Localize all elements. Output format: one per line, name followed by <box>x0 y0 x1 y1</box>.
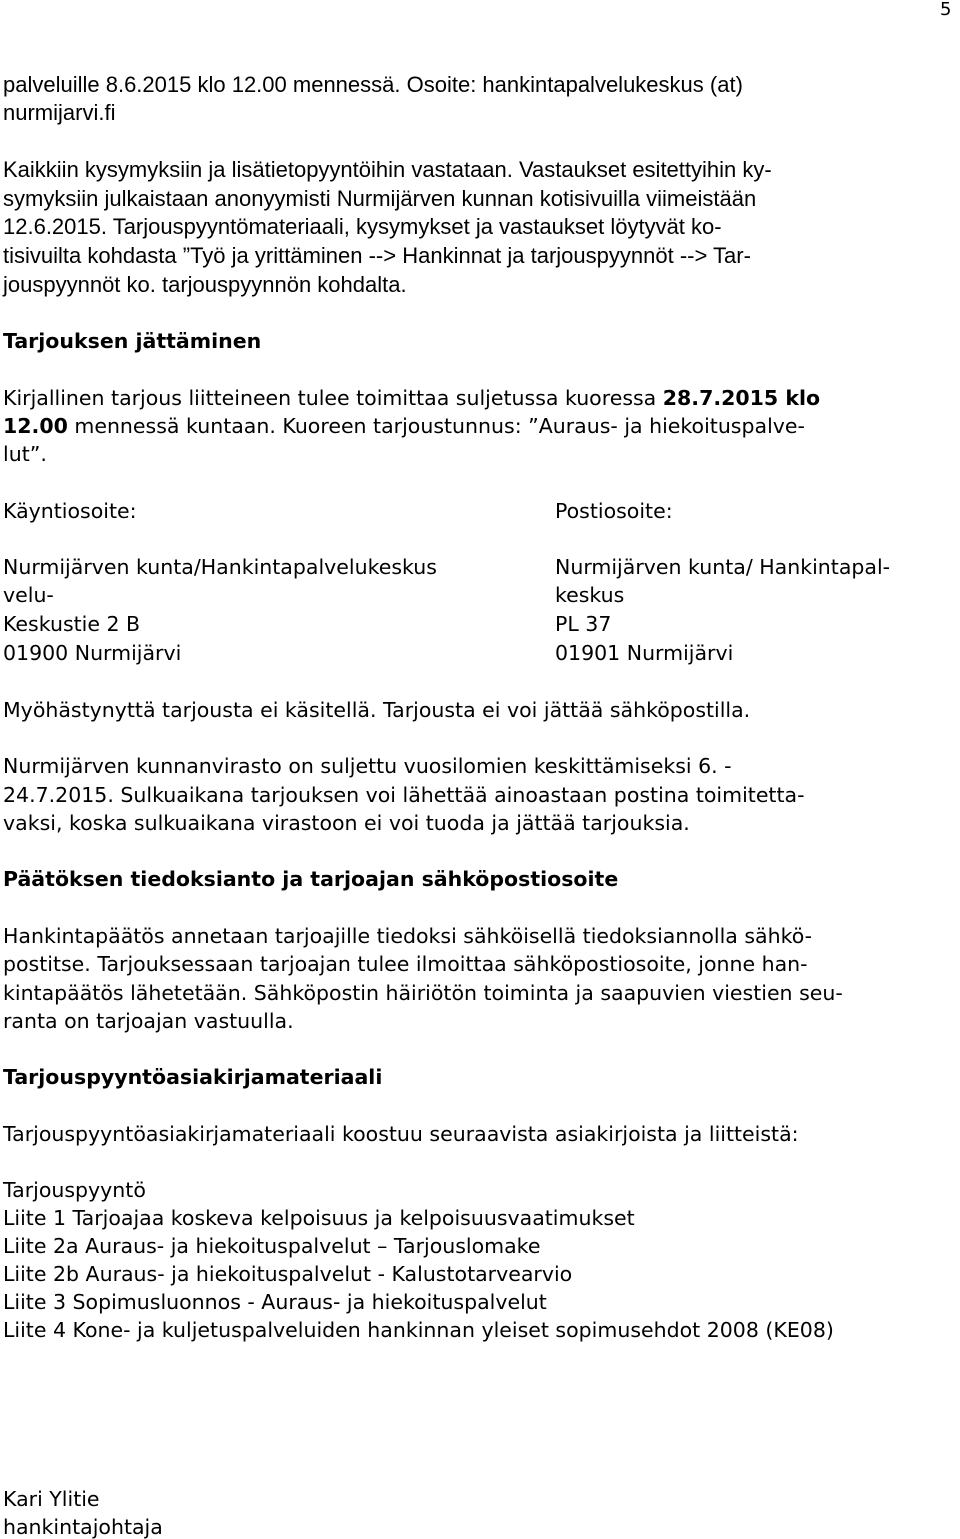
decision-line-1: Hankintapäätös annetaan tarjoajille tiedoksi sähköisellä tiedoksiannolla sähkö- <box>3 924 813 948</box>
submit-line-1 <box>3 388 820 409</box>
submit-deadline-time: 12.00 <box>3 414 68 438</box>
submit-line-2-text: mennessä kuntaan. Kuoreen tarjoustunnus: ”Auraus- ja hiekoituspalve- <box>67 414 805 438</box>
signer-title: hankintajohtaja <box>3 1515 163 1539</box>
para1-line-1: palveluille 8.6.2015 klo 12.00 mennessä. Osoite: hankintapalvelukeskus (at) <box>3 72 743 97</box>
late-note: Myöhästynyttä tarjousta ei käsitellä. Tarjousta ei voi jättää sähköpostilla. <box>3 698 751 722</box>
post-address-line-2: keskus <box>555 583 625 607</box>
post-address-label: Postiosoite: <box>555 499 673 523</box>
para2-line-5: jouspyynnöt ko. tarjouspyynnön kohdalta. <box>3 272 407 297</box>
closure-line-1: Nurmijärven kunnanvirasto on suljettu vuosilomien keskittämiseksi 6. - <box>3 754 732 778</box>
decision-line-4: ranta on tarjoajan vastuulla. <box>3 1009 294 1033</box>
docs-intro: Tarjouspyyntöasiakirjamateriaali koostuu seuraavista asiakirjoista ja liitteistä: <box>3 1122 799 1146</box>
visit-address-line-2: velu- <box>3 583 54 607</box>
closure-line-3: vaksi, koska sulkuaikana virastoon ei voi tuoda ja jättää tarjouksia. <box>3 811 690 835</box>
visit-address-label: Käyntiosoite: <box>3 499 137 523</box>
heading-paatoksen-tiedoksianto: Päätöksen tiedoksianto ja tarjoajan sähköpostiosoite <box>3 867 619 891</box>
heading-asiakirjamateriaali: Tarjouspyyntöasiakirjamateriaali <box>3 1065 383 1089</box>
docs-list-item: Liite 3 Sopimusluonnos - Auraus- ja hiekoituspalvelut <box>3 1290 547 1314</box>
post-address-line-1: Nurmijärven kunta/ Hankintapal- <box>555 555 891 579</box>
para2-line-4: tisivuilta kohdasta ”Työ ja yrittäminen --> Hankinnat ja tarjouspyynnöt --> Tar- <box>3 243 751 268</box>
docs-list-item: Liite 2a Auraus- ja hiekoituspalvelut – Tarjouslomake <box>3 1234 541 1258</box>
visit-address-line-3: Keskustie 2 B <box>3 612 141 636</box>
decision-line-2: postitse. Tarjouksessaan tarjoajan tulee ilmoittaa sähköpostiosoite, jonne han- <box>3 952 808 976</box>
submit-line-2 <box>3 416 805 437</box>
submit-line-1-text: Kirjallinen tarjous liitteineen tulee toimittaa suljetussa kuoressa <box>3 386 663 410</box>
signer-name: Kari Ylitie <box>3 1487 100 1511</box>
closure-line-2: 24.7.2015. Sulkuaikana tarjouksen voi lähettää ainoastaan postina toimitetta- <box>3 783 805 807</box>
para1-line-2: nurmijarvi.fi <box>3 100 116 125</box>
para2-line-1: Kaikkiin kysymyksiin ja lisätietopyyntöihin vastataan. Vastaukset esitettyihin ky- <box>3 157 772 182</box>
post-address-line-4: 01901 Nurmijärvi <box>555 641 734 665</box>
submit-deadline: 28.7.2015 klo <box>662 386 821 410</box>
page-number: 5 <box>940 0 952 20</box>
submit-line-3: lut”. <box>3 442 47 466</box>
docs-list-item: Liite 1 Tarjoajaa koskeva kelpoisuus ja kelpoisuusvaatimukset <box>3 1206 635 1230</box>
visit-address-line-1: Nurmijärven kunta/Hankintapalvelukeskus <box>3 555 437 579</box>
visit-address-line-4: 01900 Nurmijärvi <box>3 641 182 665</box>
heading-tarjouksen-jattaminen: Tarjouksen jättäminen <box>3 329 262 353</box>
docs-list-item: Liite 4 Kone- ja kuljetuspalveluiden hankinnan yleiset sopimusehdot 2008 (KE08) <box>3 1318 834 1342</box>
decision-line-3: kintapäätös lähetetään. Sähköpostin häiriötön toiminta ja saapuvien viestien seu- <box>3 981 843 1005</box>
para2-line-3: 12.6.2015. Tarjouspyyntömateriaali, kysymykset ja vastaukset löytyvät ko- <box>3 214 722 239</box>
docs-list-item: Liite 2b Auraus- ja hiekoituspalvelut - Kalustotarvearvio <box>3 1262 573 1286</box>
para2-line-2: symyksiin julkaistaan anonyymisti Nurmijärven kunnan kotisivuilla viimeistään <box>3 186 757 211</box>
docs-list-item: Tarjouspyyntö <box>3 1178 146 1202</box>
post-address-line-3: PL 37 <box>555 612 612 636</box>
